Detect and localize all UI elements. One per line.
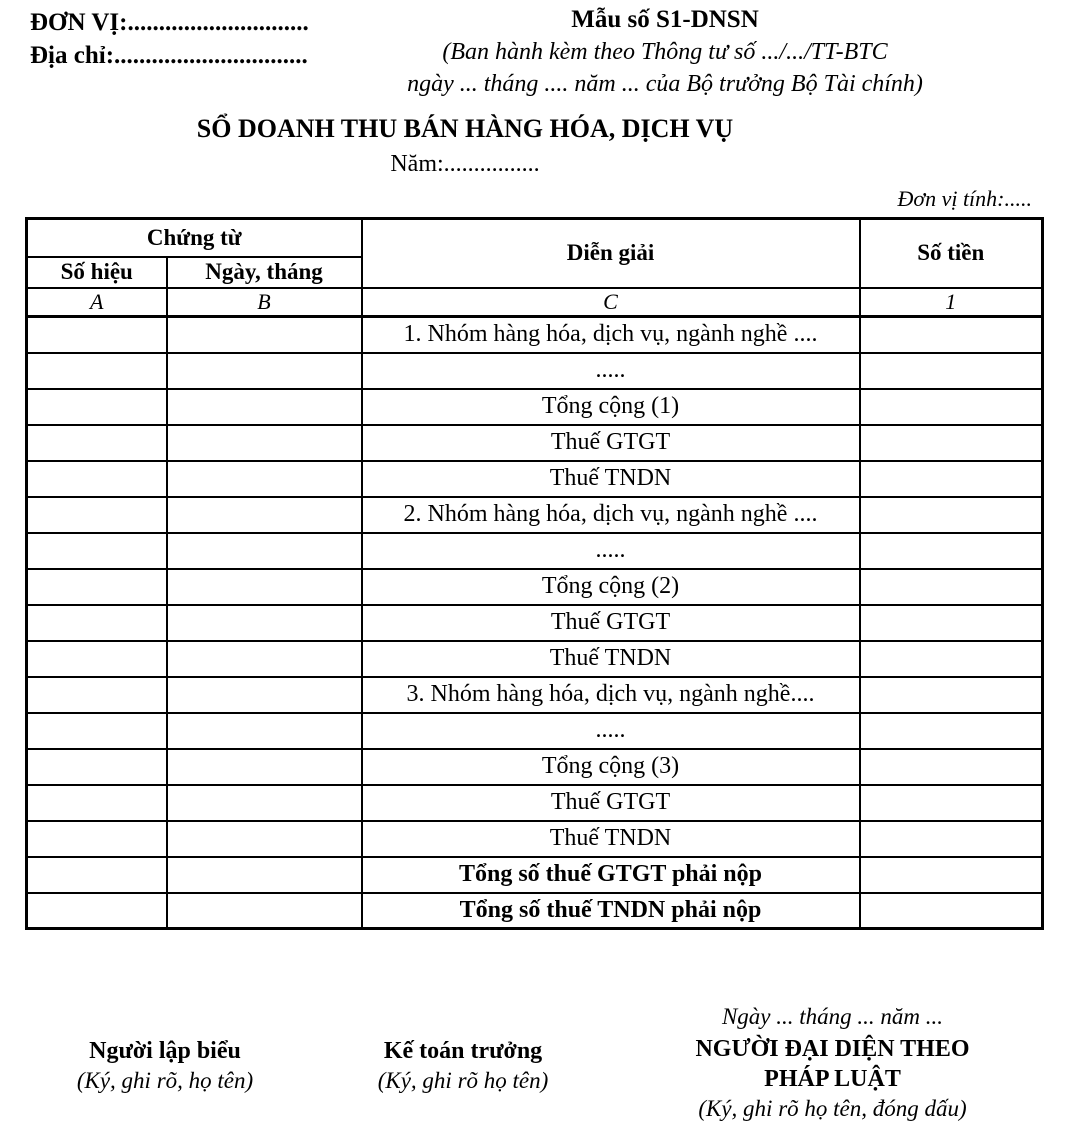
cell-dien-giai: Thuế GTGT [362,425,860,461]
col-header-dien-giai: Diễn giải [362,219,860,288]
cell-dien-giai: Thuế TNDN [362,641,860,677]
cell-so-tien [860,677,1043,713]
cell-dien-giai: ..... [362,533,860,569]
cell-dien-giai: 1. Nhóm hàng hóa, dịch vụ, ngành nghề .... [362,317,860,353]
signature-legal-representative [625,1002,1040,1123]
cell-so-hieu [27,497,167,533]
code-cell-a: A [27,288,167,317]
year-line: Năm:................ [390,151,540,177]
cell-so-hieu [27,821,167,857]
table-row [27,641,1043,677]
cell-ngay-thang [167,713,362,749]
cell-dien-giai: ..... [362,353,860,389]
cell-dien-giai: Tổng cộng (2) [362,569,860,605]
signature-chief-accountant [318,1036,608,1095]
cell-ngay-thang [167,605,362,641]
legal-representative-title-2: PHÁP LUẬT [764,1066,901,1092]
table-row [27,353,1043,389]
chief-accountant-note: (Ký, ghi rõ họ tên) [377,1068,549,1093]
table-row [27,317,1043,353]
cell-dien-giai: Thuế TNDN [362,821,860,857]
cell-so-hieu [27,677,167,713]
cell-ngay-thang [167,569,362,605]
cell-so-tien [860,785,1043,821]
table-body [27,317,1043,929]
cell-so-hieu [27,317,167,353]
unit-of-measure-label: Đơn vị tính:..... [897,186,1032,211]
table-row [27,893,1043,929]
table-row [27,425,1043,461]
cell-dien-giai: Thuế GTGT [362,605,860,641]
signature-preparer [20,1036,310,1095]
cell-ngay-thang [167,353,362,389]
cell-so-tien [860,713,1043,749]
cell-dien-giai: Tổng cộng (1) [362,389,860,425]
cell-dien-giai: Thuế GTGT [362,785,860,821]
cell-so-hieu [27,425,167,461]
cell-dien-giai: Tổng số thuế GTGT phải nộp [362,857,860,893]
header-unit-block [30,6,309,72]
cell-so-tien [860,389,1043,425]
code-cell-1: 1 [860,288,1043,317]
cell-ngay-thang [167,749,362,785]
cell-so-tien [860,353,1043,389]
unit-label: ĐƠN VỊ:............................. [30,9,309,36]
cell-so-hieu [27,785,167,821]
code-cell-b: B [167,288,362,317]
cell-ngay-thang [167,317,362,353]
cell-so-hieu [27,461,167,497]
cell-so-hieu [27,389,167,425]
table-row [27,461,1043,497]
cell-so-hieu [27,605,167,641]
cell-so-hieu [27,713,167,749]
table-row [27,677,1043,713]
cell-ngay-thang [167,461,362,497]
cell-so-tien [860,893,1043,929]
table-row [27,749,1043,785]
table-row [27,533,1043,569]
issuance-line-2: ngày ... tháng .... năm ... của Bộ trưởng Bộ Tài chính) [407,71,923,97]
cell-ngay-thang [167,641,362,677]
table-row [27,389,1043,425]
cell-so-hieu [27,749,167,785]
cell-so-tien [860,821,1043,857]
cell-so-tien [860,857,1043,893]
page-title: SỔ DOANH THU BÁN HÀNG HÓA, DỊCH VỤ [196,114,734,143]
cell-so-tien [860,461,1043,497]
table-code-row [27,288,1043,317]
header-form-block [330,4,1000,100]
cell-ngay-thang [167,821,362,857]
cell-dien-giai: ..... [362,713,860,749]
date-line: Ngày ... tháng ... năm ... [721,1004,944,1029]
cell-so-tien [860,641,1043,677]
cell-ngay-thang [167,497,362,533]
table-header-row-1 [27,219,1043,257]
cell-ngay-thang [167,677,362,713]
revenue-table [25,217,1044,930]
table-row [27,785,1043,821]
cell-so-hieu [27,569,167,605]
col-header-ngay-thang: Ngày, tháng [167,257,362,288]
cell-ngay-thang [167,533,362,569]
cell-so-hieu [27,893,167,929]
cell-dien-giai: 2. Nhóm hàng hóa, dịch vụ, ngành nghề .... [362,497,860,533]
cell-dien-giai: Tổng số thuế TNDN phải nộp [362,893,860,929]
cell-so-tien [860,569,1043,605]
table-row [27,605,1043,641]
cell-so-tien [860,425,1043,461]
cell-ngay-thang [167,389,362,425]
cell-ngay-thang [167,425,362,461]
chief-accountant-title: Kế toán trưởng [383,1038,543,1064]
table-row [27,821,1043,857]
table-row [27,569,1043,605]
cell-so-tien [860,749,1043,785]
table-row [27,857,1043,893]
cell-ngay-thang [167,785,362,821]
form-number: Mẫu số S1-DNSN [571,6,759,33]
title-block [0,112,930,180]
legal-representative-title-1: NGƯỜI ĐẠI DIỆN THEO [695,1036,970,1062]
code-cell-c: C [362,288,860,317]
table-row [27,713,1043,749]
col-header-so-hieu: Số hiệu [27,257,167,288]
cell-dien-giai: Thuế TNDN [362,461,860,497]
preparer-title: Người lập biểu [89,1038,241,1064]
issuance-line-1: (Ban hành kèm theo Thông tư số .../.../TT-BTC [442,39,888,65]
cell-ngay-thang [167,857,362,893]
cell-so-hieu [27,353,167,389]
address-label: Địa chỉ:............................... [30,42,308,69]
preparer-note: (Ký, ghi rõ, họ tên) [76,1068,254,1093]
col-header-chung-tu: Chứng từ [27,219,362,257]
cell-so-tien [860,533,1043,569]
cell-so-hieu [27,641,167,677]
cell-so-tien [860,497,1043,533]
cell-so-tien [860,605,1043,641]
cell-dien-giai: 3. Nhóm hàng hóa, dịch vụ, ngành nghề.... [362,677,860,713]
table-row [27,497,1043,533]
col-header-so-tien: Số tiền [860,219,1043,288]
cell-so-hieu [27,857,167,893]
legal-representative-note: (Ký, ghi rõ họ tên, đóng dấu) [698,1096,967,1121]
cell-so-hieu [27,533,167,569]
cell-dien-giai: Tổng cộng (3) [362,749,860,785]
cell-so-tien [860,317,1043,353]
cell-ngay-thang [167,893,362,929]
